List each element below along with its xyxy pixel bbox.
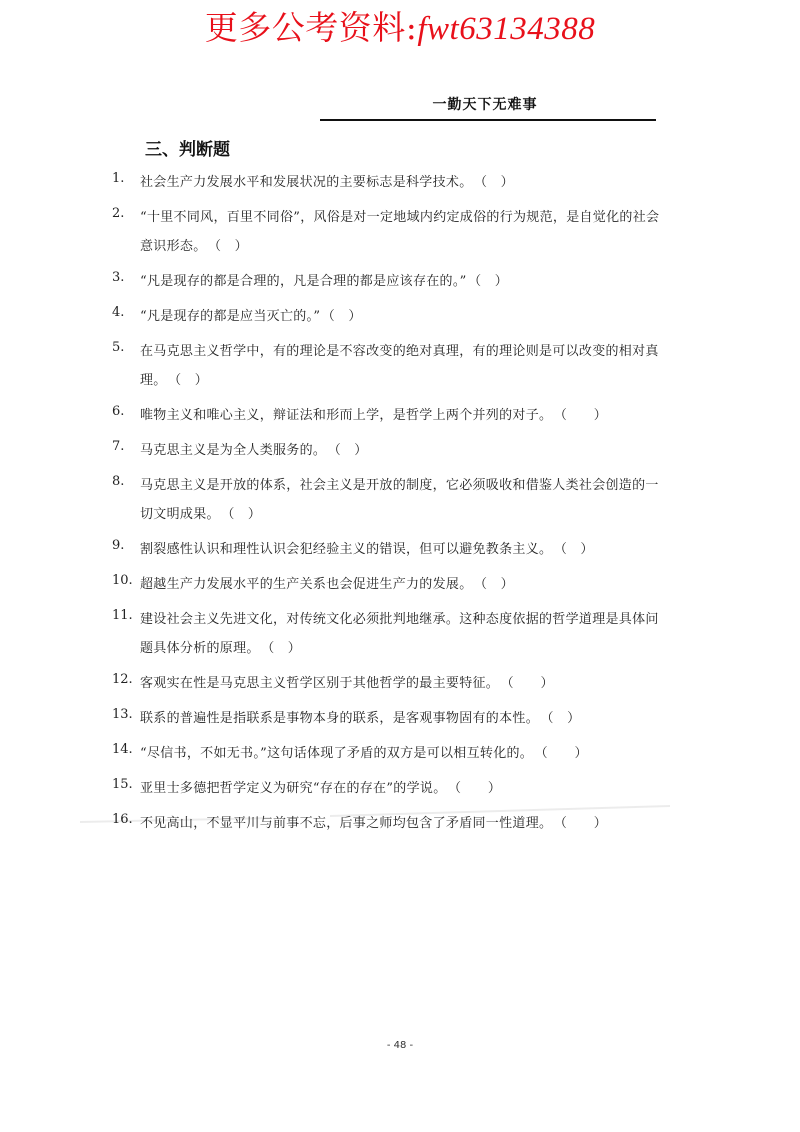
question-statement: “凡是现存的都是合理的，凡是合理的都是应该存在的。” <box>140 274 467 289</box>
question-text <box>140 471 662 529</box>
answer-blank[interactable]: （ ） <box>480 175 514 190</box>
watermark-prefix: 更多公考资料: <box>204 8 418 47</box>
question-item <box>0 739 800 768</box>
answer-blank[interactable]: （ ） <box>560 408 608 423</box>
question-statement: “凡是现存的都是应当灭亡的。” <box>140 309 321 324</box>
answer-blank[interactable]: （ ） <box>214 239 248 254</box>
question-text <box>140 535 662 564</box>
question-number: 12. <box>112 672 133 687</box>
question-item <box>0 535 800 564</box>
question-text <box>140 302 662 331</box>
question-number: 11. <box>112 608 133 623</box>
question-statement: 亚里士多德把哲学定义为研究“存在的存在”的学说。 <box>140 781 447 796</box>
question-number: 6. <box>112 404 125 419</box>
question-statement: “尽信书，不如无书。”这句话体现了矛盾的双方是可以相互转化的。 <box>140 746 534 761</box>
answer-blank[interactable]: （ ） <box>507 676 554 691</box>
question-item <box>0 401 800 430</box>
question-number: 16. <box>112 812 133 827</box>
question-statement: 客观实在性是马克思主义哲学区别于其他哲学的最主要特征。 <box>140 676 500 691</box>
section-title: 三、判断题 <box>145 140 230 160</box>
answer-blank[interactable]: （ ） <box>547 711 581 726</box>
question-item <box>0 267 800 296</box>
bleed-through-decoration <box>70 796 670 836</box>
answer-blank[interactable]: （ ） <box>334 443 368 458</box>
question-number: 3. <box>112 270 125 285</box>
question-item <box>0 704 800 733</box>
question-item <box>0 337 800 395</box>
question-number: 1. <box>112 171 125 186</box>
question-statement: “十里不同风，百里不同俗”，风俗是对一定地域内约定成俗的行为规范，是自觉化的社会意识形态。 <box>140 210 660 254</box>
question-item <box>0 570 800 599</box>
answer-blank[interactable]: （ ） <box>480 577 514 592</box>
question-item <box>0 168 800 197</box>
question-number: 4. <box>112 305 125 320</box>
question-text <box>140 570 662 599</box>
question-text <box>140 401 662 430</box>
answer-blank[interactable]: （ ） <box>474 274 508 289</box>
question-statement: 在马克思主义哲学中，有的理论是不容改变的绝对真理，有的理论则是可以改变的相对真理。 <box>140 344 659 388</box>
answer-blank[interactable]: （ ） <box>267 641 302 656</box>
question-statement: 割裂感性认识和理性认识会犯经验主义的错误，但可以避免教条主义。 <box>140 542 553 557</box>
watermark-handle: fwt63134388 <box>417 11 596 47</box>
answer-blank[interactable]: （ ） <box>560 816 608 831</box>
header-motto: 一勤天下无难事 <box>432 97 538 113</box>
question-item <box>0 302 800 331</box>
question-number: 15. <box>112 777 133 792</box>
question-item <box>0 669 800 698</box>
question-text <box>140 669 662 698</box>
question-statement: 不见高山，不显平川与前事不忘，后事之师均包含了矛盾同一性道理。 <box>140 816 553 831</box>
question-number: 13. <box>112 707 133 722</box>
answer-blank[interactable]: （ ） <box>227 507 262 522</box>
question-statement: 超越生产力发展水平的生产关系也会促进生产力的发展。 <box>140 577 473 592</box>
question-number: 8. <box>112 474 125 489</box>
question-number: 10. <box>112 573 133 588</box>
question-text <box>140 605 662 663</box>
question-number: 5. <box>112 340 125 355</box>
question-item <box>0 436 800 465</box>
watermark-banner <box>0 2 800 49</box>
question-statement: 联系的普遍性是指联系是事物本身的联系，是客观事物固有的本性。 <box>140 711 540 726</box>
question-text <box>140 337 662 395</box>
header-divider <box>320 119 656 121</box>
question-number: 7. <box>112 439 125 454</box>
question-number: 9. <box>112 538 125 553</box>
answer-blank[interactable]: （ ） <box>174 373 209 388</box>
answer-blank[interactable]: （ ） <box>454 781 502 796</box>
answer-blank[interactable]: （ ） <box>541 746 588 761</box>
question-number: 14. <box>112 742 133 757</box>
question-number: 2. <box>112 206 125 221</box>
page-number: - 48 - <box>386 1040 414 1051</box>
question-item <box>0 605 800 663</box>
question-text <box>140 739 662 768</box>
question-item <box>0 471 800 529</box>
question-text <box>140 267 662 296</box>
question-statement: 马克思主义是为全人类服务的。 <box>140 443 327 458</box>
question-statement: 社会生产力发展水平和发展状况的主要标志是科学技术。 <box>140 175 473 190</box>
answer-blank[interactable]: （ ） <box>328 309 362 324</box>
question-text <box>140 203 662 261</box>
question-statement: 马克思主义是开放的体系，社会主义是开放的制度，它必须吸收和借鉴人类社会创造的一切文明成果。 <box>140 478 659 522</box>
question-text <box>140 168 662 197</box>
answer-blank[interactable]: （ ） <box>560 542 594 557</box>
question-statement: 建设社会主义先进文化，对传统文化必须批判地继承。这种态度依据的哲学道理是具体问题具体分析的原理。 <box>140 612 659 656</box>
question-list <box>0 172 800 848</box>
question-statement: 唯物主义和唯心主义，辩证法和形而上学，是哲学上两个并列的对子。 <box>140 408 553 423</box>
question-text <box>140 704 662 733</box>
question-item <box>0 203 800 261</box>
question-text <box>140 436 662 465</box>
